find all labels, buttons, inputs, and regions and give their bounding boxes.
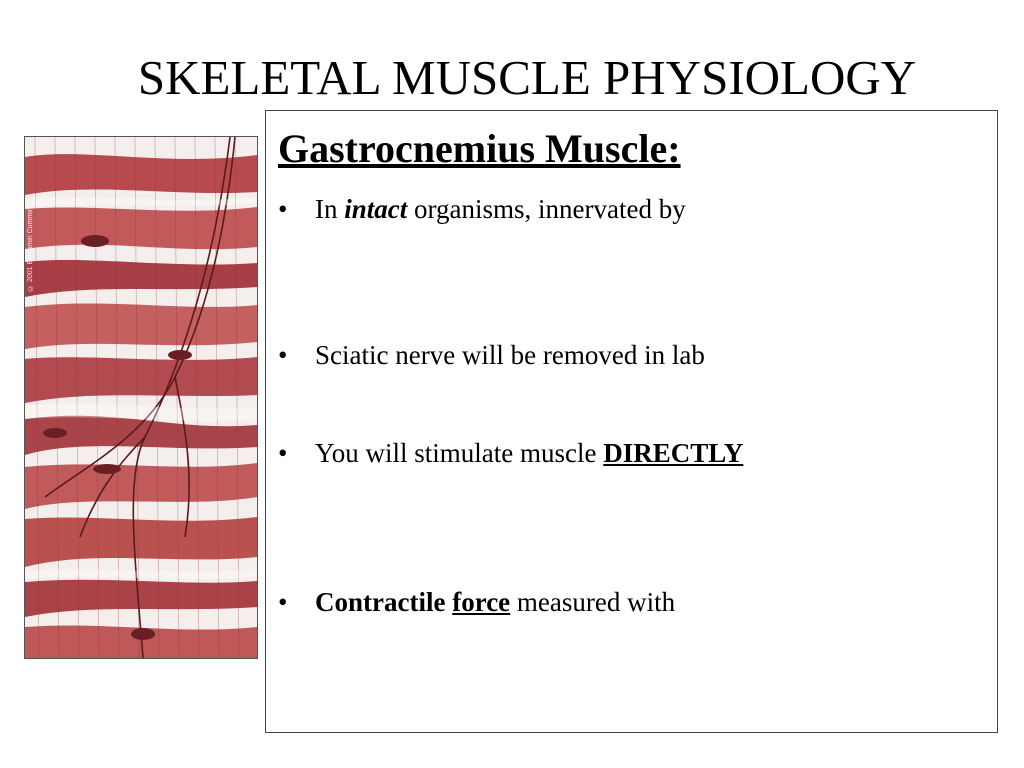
box-heading: Gastrocnemius Muscle:	[278, 126, 681, 171]
bullet-marker: •	[278, 587, 288, 617]
bullet-item-sciatic-nerve	[278, 339, 705, 371]
bullet-text: You will stimulate muscle	[315, 438, 604, 468]
bullet-text: organisms, innervated by	[407, 194, 686, 224]
muscle-micrograph	[24, 136, 258, 659]
bullet-marker: •	[278, 340, 288, 370]
slide-title: SKELETAL MUSCLE PHYSIOLOGY	[137, 50, 917, 105]
bullet-item-stimulate	[278, 437, 743, 469]
bullet-item-contractile-force	[278, 586, 675, 618]
bullet-strong-underlined: force	[452, 587, 511, 617]
bullet-marker: •	[278, 194, 288, 224]
bullet-text: Sciatic nerve will be removed in lab	[315, 340, 705, 370]
muscle-fiber-drawing	[25, 137, 257, 658]
image-credit: © 2001 Benjamin Cummings	[27, 199, 34, 291]
bullet-marker: •	[278, 438, 288, 468]
bullet-strong: DIRECTLY	[603, 438, 744, 468]
bullet-emphasis: intact	[344, 194, 408, 224]
content-box	[265, 110, 998, 733]
bullet-item-innervation	[278, 193, 686, 225]
bullet-text: In	[315, 194, 345, 224]
bullet-strong: Contractile	[315, 587, 446, 617]
bullet-text: measured with	[510, 587, 676, 617]
